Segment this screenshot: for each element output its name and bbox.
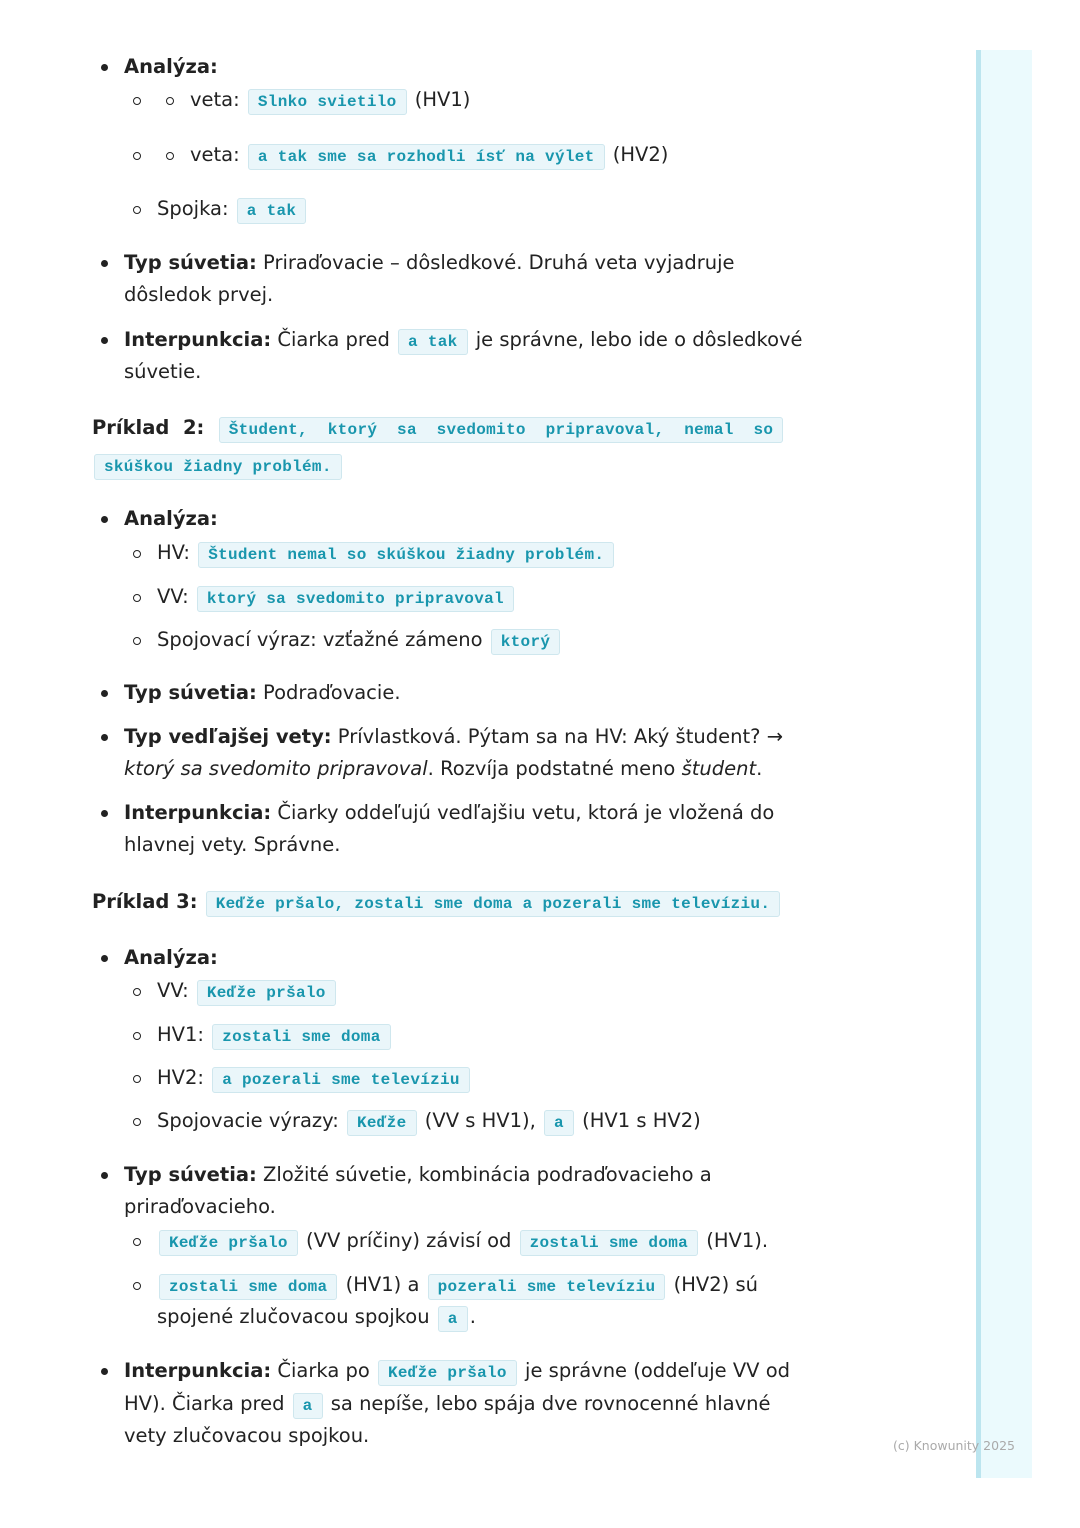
- text-line: [124, 721, 783, 753]
- sub-bullet-icon: [133, 206, 141, 214]
- text-line: [124, 797, 774, 829]
- text-span: (HV1) a: [339, 1273, 426, 1296]
- text-span: Zložité súvetie, kombinácia podraďovacieho a: [256, 1163, 712, 1186]
- bold-label: Interpunkcia:: [124, 1359, 272, 1382]
- text-span: (HV1): [408, 88, 471, 111]
- text-span: veta:: [190, 143, 246, 166]
- text-line: [157, 1019, 393, 1053]
- text-line: [124, 51, 218, 83]
- sub-bullet-icon: [133, 1282, 141, 1290]
- sub-bullet-icon: [166, 152, 174, 160]
- text-span: [204, 416, 216, 439]
- sub-bullet-icon: [133, 1238, 141, 1246]
- text-span: priraďovacieho.: [124, 1195, 276, 1218]
- bold-label: Analýza:: [124, 946, 218, 969]
- text-span: HV1:: [157, 1023, 211, 1046]
- code-snippet: Slnko svietilo: [248, 89, 407, 115]
- text-span: veta:: [190, 88, 246, 111]
- text-span: (VV s HV1),: [418, 1109, 543, 1132]
- text-line: [124, 942, 218, 974]
- text-line: [92, 449, 344, 483]
- text-span: hlavnej vety. Správne.: [124, 833, 341, 856]
- text-line: [124, 1159, 712, 1191]
- bullet-icon: [101, 955, 108, 962]
- bullet-icon: [101, 1368, 108, 1375]
- code-snippet: Keďže pršalo: [159, 1230, 298, 1256]
- text-span: je správne, lebo ide o dôsledkové: [469, 328, 803, 351]
- code-snippet: zostali sme doma: [159, 1274, 337, 1300]
- bullet-icon: [101, 690, 108, 697]
- text-span: Prívlastková. Pýtam sa na HV: Aký študent? →: [331, 725, 783, 748]
- bold-label: Typ súvetia:: [124, 681, 257, 704]
- sub-bullet-icon: [133, 1118, 141, 1126]
- sub-bullet-icon: [133, 152, 141, 160]
- code-snippet: a tak sme sa rozhodli ísť na výlet: [248, 144, 605, 170]
- text-line: [124, 677, 401, 709]
- text-span: sa nepíše, lebo spája dve rovnocenné hlavné: [324, 1392, 771, 1415]
- text-span: HV). Čiarka pred: [124, 1392, 291, 1415]
- text-line: [190, 139, 668, 173]
- text-line: [157, 1062, 472, 1096]
- text-line: [124, 829, 340, 861]
- sub-bullet-icon: [133, 988, 141, 996]
- sub-bullet-icon: [166, 97, 174, 105]
- code-snippet: ktorý sa svedomito pripravoval: [197, 586, 514, 612]
- bullet-icon: [101, 810, 108, 817]
- text-span: Čiarky oddeľujú vedľajšiu vetu, ktorá je vložená do: [271, 801, 775, 824]
- text-span: Priraďovacie – dôsledkové. Druhá veta vyjadruje: [256, 251, 735, 274]
- text-span: (HV1 s HV2): [575, 1109, 701, 1132]
- text-span: Čiarka pred: [271, 328, 397, 351]
- bold-label: Analýza:: [124, 507, 218, 530]
- text-span: [198, 890, 204, 913]
- text-span: Podraďovacie.: [256, 681, 401, 704]
- code-snippet: a: [438, 1306, 468, 1332]
- text-line: [157, 975, 338, 1009]
- code-snippet: Študent, ktorý sa svedomito pripravoval, nemal so: [219, 417, 784, 443]
- text-line: [124, 1420, 369, 1452]
- text-line: [157, 581, 516, 615]
- text-line: [124, 247, 735, 279]
- text-span: Čiarka po: [271, 1359, 377, 1382]
- text-line: [124, 753, 762, 785]
- code-snippet: Študent nemal so skúškou žiadny problém.: [198, 542, 614, 568]
- bullet-icon: [101, 337, 108, 344]
- code-snippet: a tak: [237, 198, 307, 224]
- code-snippet: a tak: [398, 329, 468, 355]
- sub-bullet-icon: [133, 1075, 141, 1083]
- code-snippet: a: [293, 1393, 323, 1419]
- text-line: [157, 1301, 476, 1335]
- bold-label: Analýza:: [124, 55, 218, 78]
- text-line: [124, 503, 218, 535]
- code-snippet: skúškou žiadny problém.: [94, 454, 342, 480]
- text-line: [157, 1269, 758, 1303]
- text-line: [124, 356, 201, 388]
- text-span: je správne (oddeľuje VV od: [518, 1359, 791, 1382]
- text-line: [124, 1388, 770, 1422]
- text-span: dôsledok prvej.: [124, 283, 274, 306]
- copyright-footer: (c) Knowunity 2025: [893, 1438, 1015, 1453]
- sub-bullet-icon: [133, 594, 141, 602]
- text-line: [92, 886, 782, 920]
- sidebar-panel: [976, 50, 1032, 1478]
- bullet-icon: [101, 516, 108, 523]
- text-line: [92, 412, 785, 446]
- text-span: VV:: [157, 979, 195, 1002]
- bold-label: Typ vedľajšej vety:: [124, 725, 332, 748]
- bullet-icon: [101, 1172, 108, 1179]
- code-snippet: ktorý: [491, 629, 561, 655]
- text-span: .: [756, 757, 763, 780]
- text-span: ktorý sa svedomito pripravoval: [124, 757, 428, 780]
- text-line: [157, 624, 562, 658]
- text-span: (VV príčiny) závisí od: [299, 1229, 518, 1252]
- text-line: [157, 193, 308, 227]
- text-span: Spojovací výraz: vzťažné zámeno: [157, 628, 489, 651]
- sub-bullet-icon: [133, 550, 141, 558]
- text-span: .: [469, 1305, 476, 1328]
- text-line: [124, 324, 803, 358]
- sub-bullet-icon: [133, 637, 141, 645]
- sub-bullet-icon: [133, 97, 141, 105]
- bullet-icon: [101, 64, 108, 71]
- text-line: [124, 1355, 790, 1389]
- text-line: [157, 537, 616, 571]
- code-snippet: a pozerali sme televíziu: [212, 1067, 470, 1093]
- bullet-icon: [101, 260, 108, 267]
- text-line: [124, 1191, 276, 1223]
- text-line: [190, 84, 470, 118]
- text-span: HV:: [157, 541, 197, 564]
- bold-label: Typ súvetia:: [124, 251, 257, 274]
- code-snippet: a: [544, 1110, 574, 1136]
- code-snippet: zostali sme doma: [520, 1230, 698, 1256]
- text-span: súvetie.: [124, 360, 202, 383]
- bold-label: Príklad 3:: [92, 890, 198, 913]
- code-snippet: Keďže pršalo: [197, 980, 336, 1006]
- text-span: Spojka:: [157, 197, 235, 220]
- text-span: spojené zlučovacou spojkou: [157, 1305, 436, 1328]
- text-span: Spojovacie výrazy:: [157, 1109, 346, 1132]
- bold-label: Interpunkcia:: [124, 328, 272, 351]
- bold-label: Typ súvetia:: [124, 1163, 257, 1186]
- text-span: HV2:: [157, 1066, 211, 1089]
- code-snippet: pozerali sme televíziu: [428, 1274, 666, 1300]
- text-span: (HV2) sú: [667, 1273, 758, 1296]
- bullet-icon: [101, 734, 108, 741]
- text-span: študent: [681, 757, 757, 780]
- text-line: [157, 1225, 768, 1259]
- text-span: vety zlučovacou spojkou.: [124, 1424, 370, 1447]
- text-span: VV:: [157, 585, 195, 608]
- sub-bullet-icon: [133, 1032, 141, 1040]
- code-snippet: Keďže pršalo: [378, 1360, 517, 1386]
- code-snippet: Keďže: [347, 1110, 417, 1136]
- code-snippet: zostali sme doma: [212, 1024, 390, 1050]
- bold-label: Príklad 2:: [92, 416, 205, 439]
- text-span: . Rozvíja podstatné meno: [427, 757, 682, 780]
- text-line: [124, 279, 273, 311]
- code-snippet: Keďže pršalo, zostali sme doma a pozerali sme televíziu.: [206, 891, 781, 917]
- bold-label: Interpunkcia:: [124, 801, 272, 824]
- text-span: (HV2): [606, 143, 669, 166]
- text-span: (HV1).: [700, 1229, 769, 1252]
- text-line: [157, 1105, 701, 1139]
